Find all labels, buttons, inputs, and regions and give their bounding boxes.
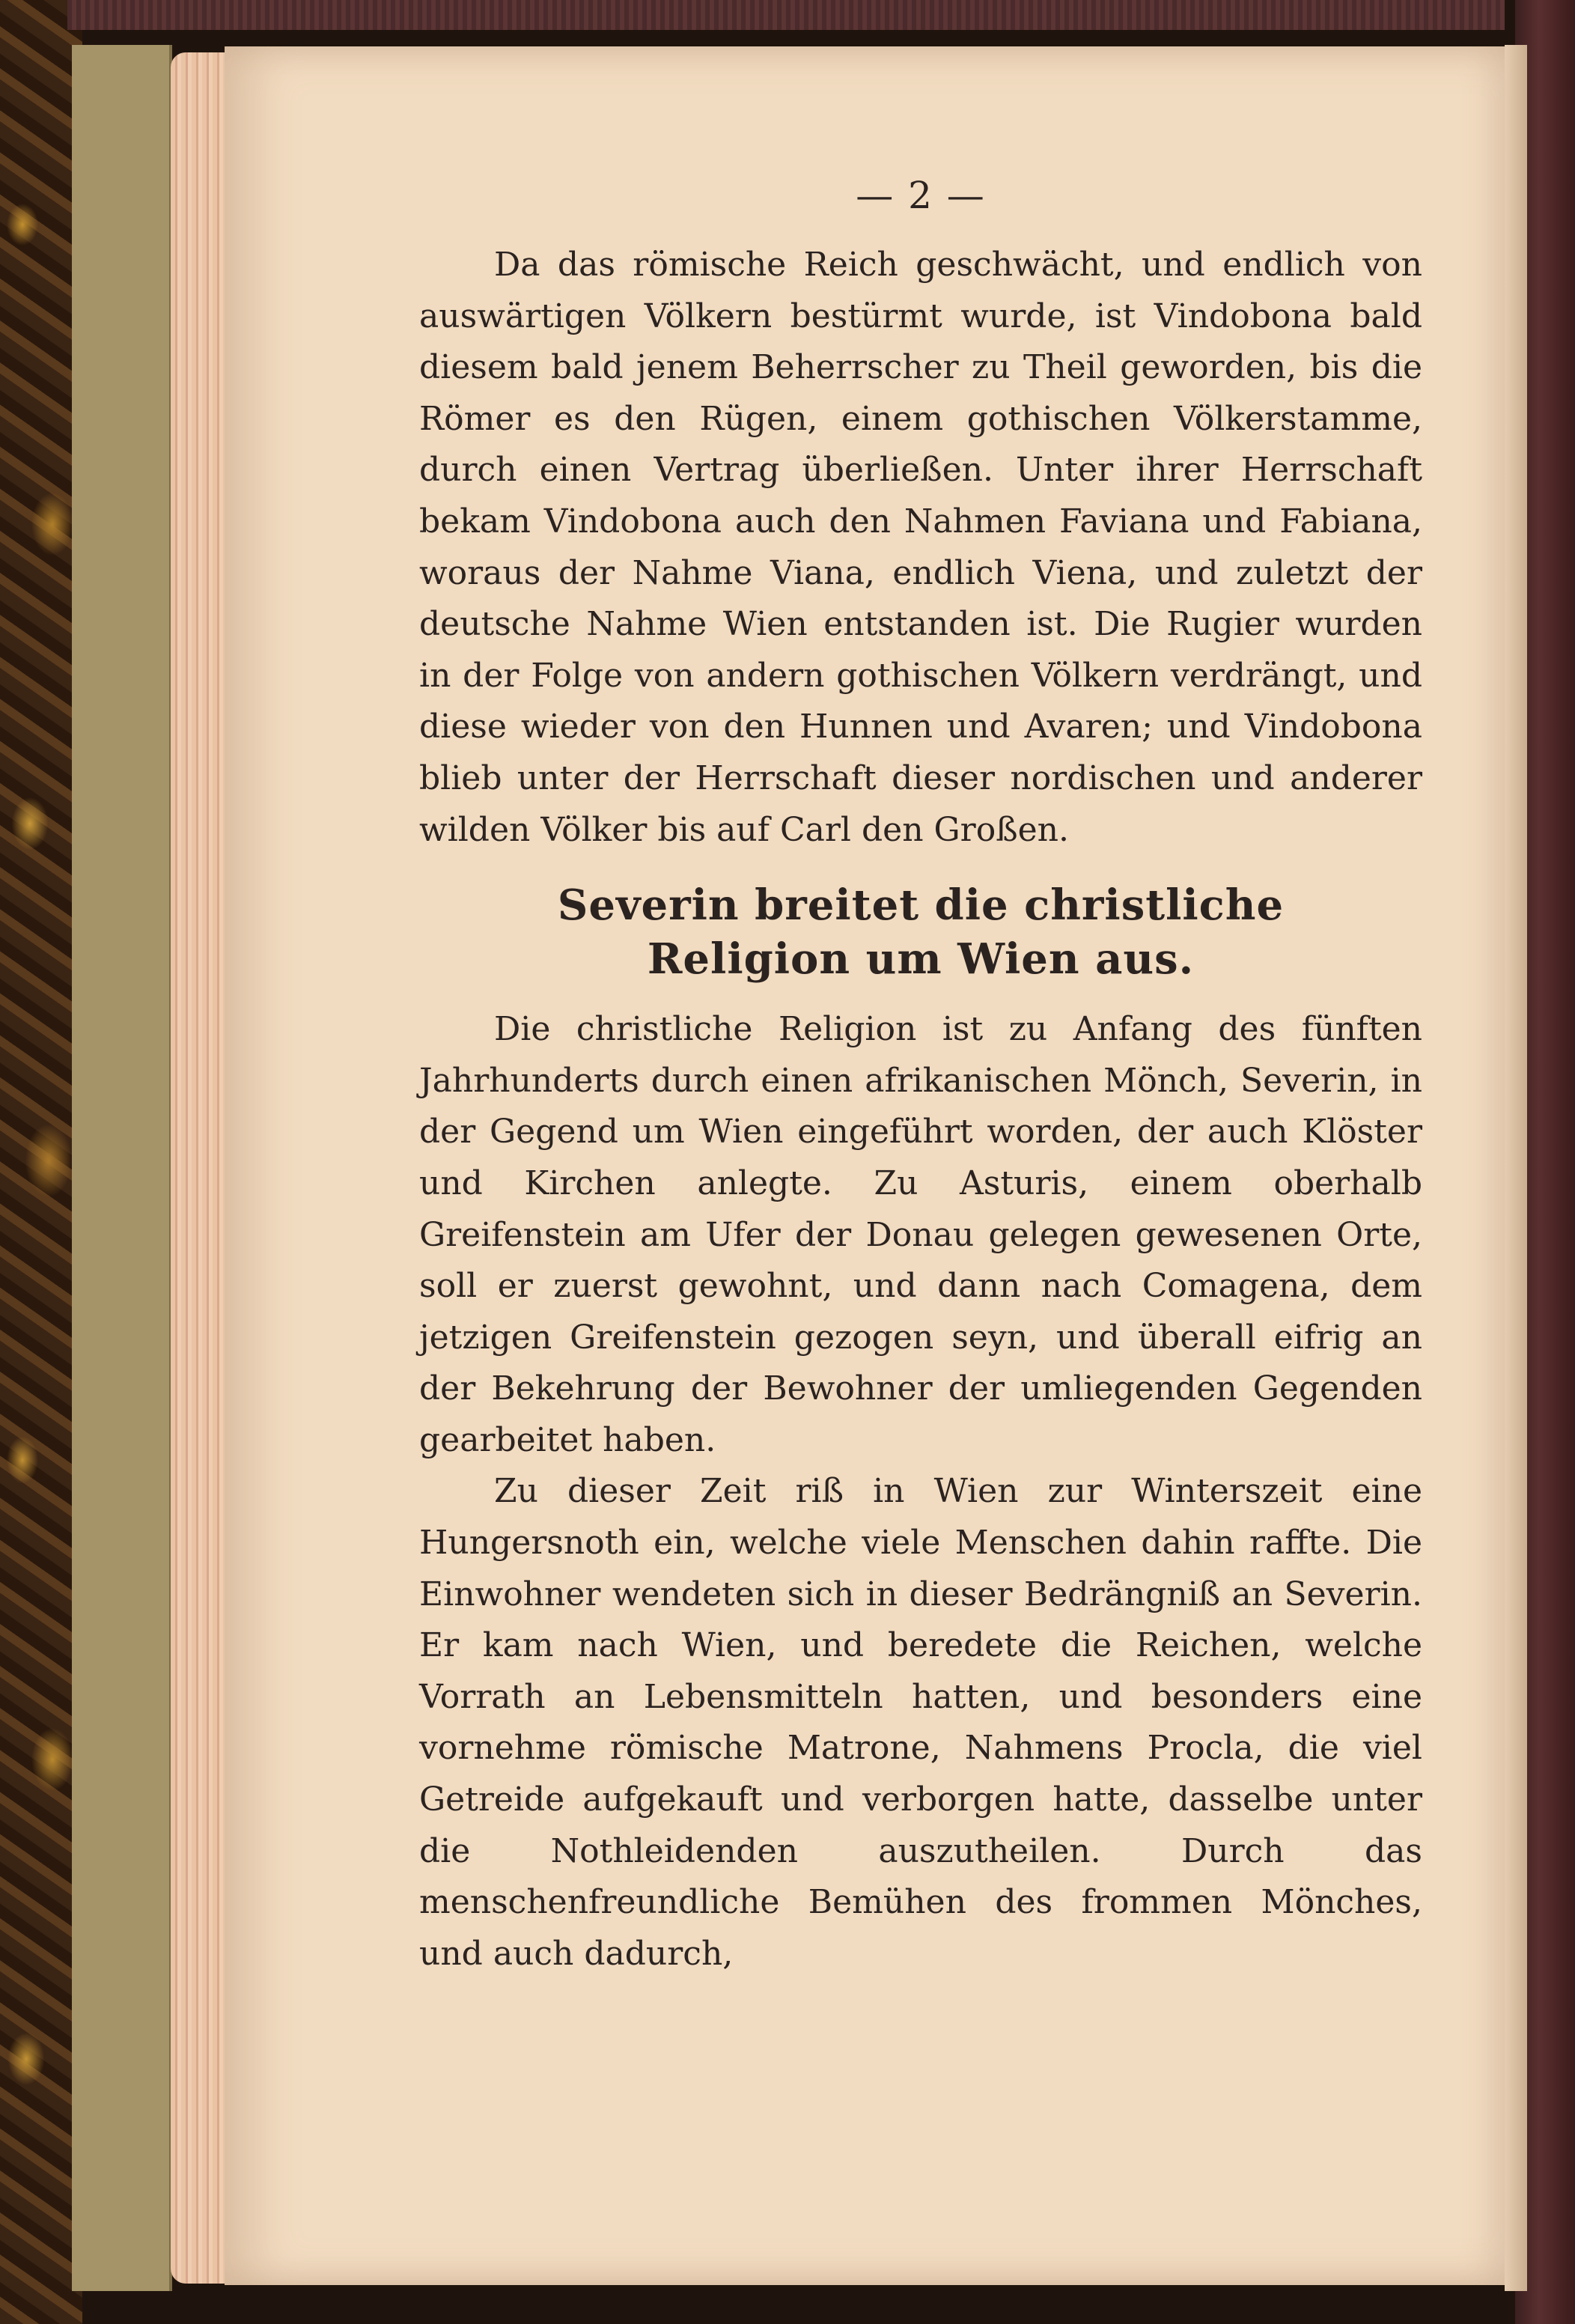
paragraph-3: Zu dieser Zeit riß in Wien zur Winterszeit eine Hungersnoth ein, welche viele Menschen dahin raffte. Die Einwohner wendeten sich in dieser Bedrängniß an Severin. Er kam nach Wien, und beredete die Reichen, welche Vorrath an Lebensmitteln hatten, und besonders eine vornehme römische Matrone, Nahmens Procla, die viel Getreide aufgekauft und verborgen hatte, dasselbe unter die Nothleidenden auszutheilen. Durch das menschenfreundliche Bemühen des frommen Mönches, und auch dadurch, (419, 1472, 1422, 1973)
text-block (419, 174, 1422, 1980)
endpaper (72, 45, 172, 2291)
cover-top-edge (67, 0, 1505, 30)
facing-page-edge (1505, 45, 1527, 2291)
paragraph-2: Die christliche Religion ist zu Anfang des fünften Jahrhunderts durch einen afrikanischen Mönch, Severin, in der Gegend um Wien eingeführt worden, der auch Klöster und Kirchen anlegte. Zu Asturis, einem oberhalb Greifenstein am Ufer der Donau gelegen gewesenen Orte, soll er zuerst gewohnt, und dann nach Comagena, dem jetzigen Greifenstein gezogen seyn, und überall eifrig an der Bekehrung der Bewohner der umliegenden Gegenden gearbeitet haben. (419, 1010, 1422, 1459)
marbled-cover (0, 0, 82, 2324)
page-edges (171, 52, 231, 2284)
paragraph-1: Da das römische Reich geschwächt, und endlich von auswärtigen Völkern bestürmt wurde, ist Vindobona bald diesem bald jenem Beherrscher zu Theil geworden, bis die Römer es den Rügen, einem gothischen Völkerstamme, durch einen Vertrag überließen. Unter ihrer Herrschaft bekam Vindobona auch den Nahmen Faviana und Fabiana, woraus der Nahme Viana, endlich Viena, und zuletzt der deutsche Nahme Wien entstanden ist. Die Rugier wurden in der Folge von andern gothischen Völkern verdrängt, und diese wieder von den Hunnen und Avaren; und Vindobona blieb unter der Herrschaft dieser nordischen und anderer wilden Völker bis auf Carl den Großen. (419, 246, 1422, 849)
page-number: — 2 — (856, 174, 986, 217)
section-heading: Severin breitet die christliche Religion um Wien aus. (557, 880, 1285, 985)
book-page (225, 46, 1505, 2285)
